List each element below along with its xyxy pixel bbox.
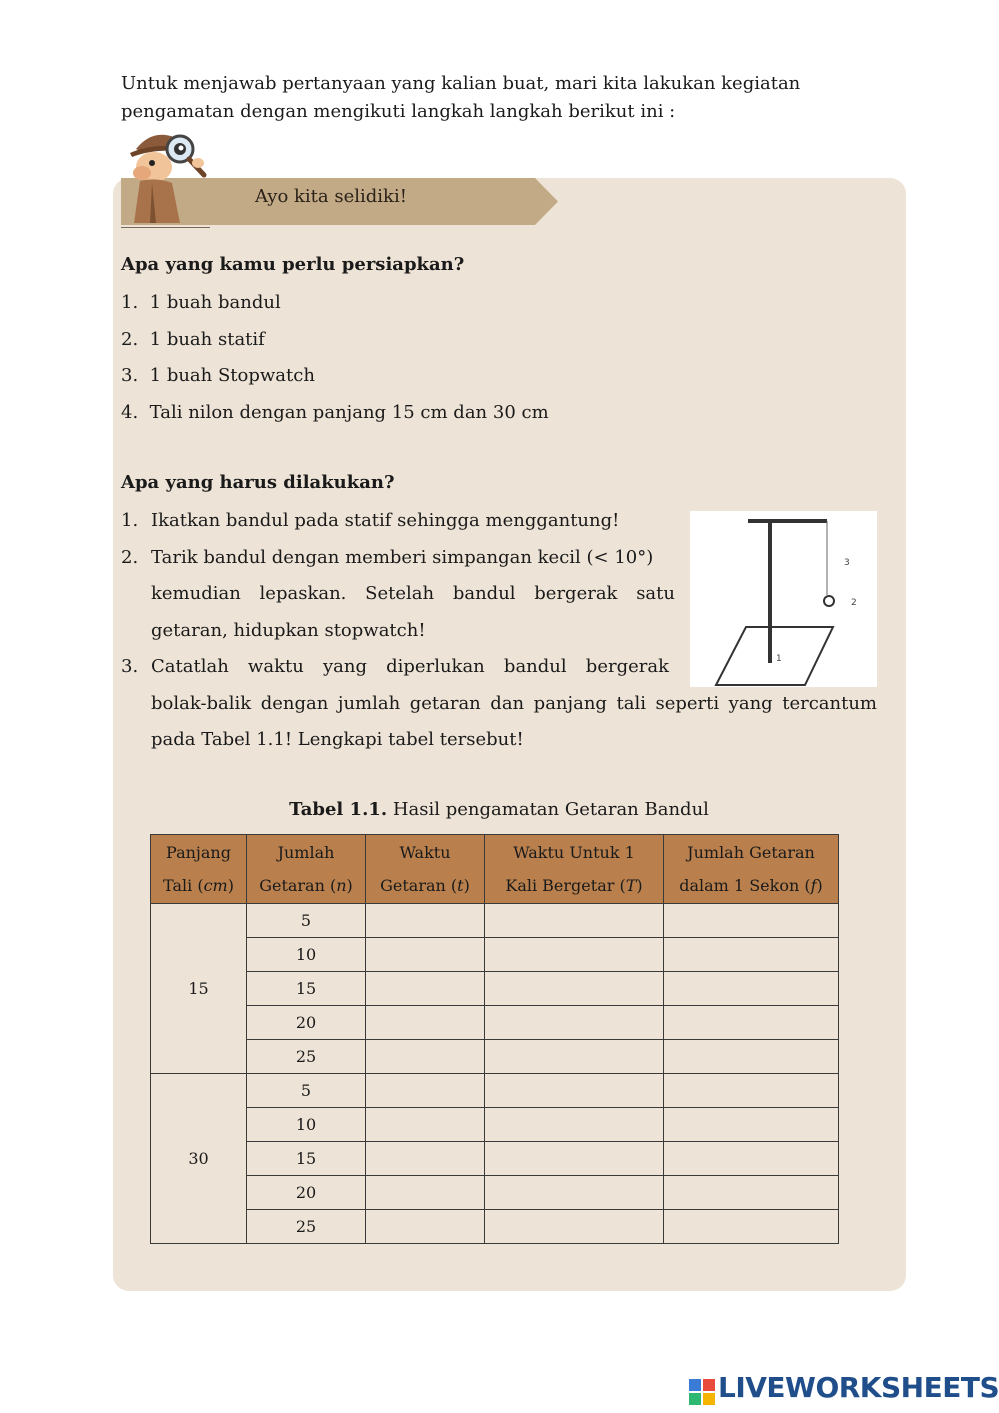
count-cell: 15	[247, 1142, 366, 1176]
pendulum-diagram	[690, 511, 877, 687]
col-header-frequency: Jumlah Getaran dalam 1 Sekon (f)	[664, 835, 839, 904]
col-header-length: Panjang Tali (cm)	[151, 835, 247, 904]
step-2: 2. Tarik bandul dengan memberi simpangan kecil (< 10°)	[121, 546, 654, 568]
period-input-cell[interactable]	[485, 904, 664, 938]
time-input-cell[interactable]	[366, 904, 485, 938]
step-2-line-3: getaran, hidupkan stopwatch!	[151, 619, 426, 641]
col-header-period: Waktu Untuk 1 Kali Bergetar (T)	[485, 835, 664, 904]
time-input-cell[interactable]	[366, 1074, 485, 1108]
frequency-input-cell[interactable]	[664, 1006, 839, 1040]
liveworksheets-logo-icon	[689, 1376, 715, 1408]
period-input-cell[interactable]	[485, 938, 664, 972]
table-row	[151, 1006, 839, 1040]
frequency-input-cell[interactable]	[664, 1142, 839, 1176]
detective-icon	[122, 127, 214, 227]
count-cell: 10	[247, 1108, 366, 1142]
count-cell: 25	[247, 1210, 366, 1244]
materials-list	[121, 290, 549, 436]
table-row	[151, 1108, 839, 1142]
steps-heading: Apa yang harus dilakukan?	[121, 472, 395, 493]
frequency-input-cell[interactable]	[664, 904, 839, 938]
step-1: 1. Ikatkan bandul pada statif sehingga menggantung!	[121, 510, 620, 531]
table-row	[151, 904, 839, 938]
col-header-time: Waktu Getaran (t)	[366, 835, 485, 904]
list-item: 2. 1 buah statif	[121, 328, 265, 350]
observation-table	[150, 834, 839, 1244]
table-header-row	[151, 835, 839, 904]
time-input-cell[interactable]	[366, 1040, 485, 1074]
period-input-cell[interactable]	[485, 1210, 664, 1244]
figure-label-3: 3	[844, 558, 850, 568]
table-row	[151, 1142, 839, 1176]
period-input-cell[interactable]	[485, 1006, 664, 1040]
banner-title: Ayo kita selidiki!	[255, 186, 407, 207]
time-input-cell[interactable]	[366, 938, 485, 972]
step-2-line-2: kemudian lepaskan. Setelah bandul bergerak satu	[151, 583, 675, 604]
count-cell: 25	[247, 1040, 366, 1074]
list-item: 1. 1 buah bandul	[121, 292, 281, 313]
step-3-line-3: pada Tabel 1.1! Lengkapi tabel tersebut!	[151, 729, 524, 750]
time-input-cell[interactable]	[366, 1108, 485, 1142]
banner-underline	[121, 227, 210, 228]
period-input-cell[interactable]	[485, 1176, 664, 1210]
count-cell: 5	[247, 1074, 366, 1108]
liveworksheets-brand: LIVEWORKSHEETS	[718, 1371, 999, 1404]
intro-line-2: pengamatan dengan mengikuti langkah langkah berikut ini :	[121, 101, 676, 122]
period-input-cell[interactable]	[485, 1074, 664, 1108]
list-item: 4. Tali nilon dengan panjang 15 cm dan 30 cm	[121, 401, 549, 423]
frequency-input-cell[interactable]	[664, 1040, 839, 1074]
frequency-input-cell[interactable]	[664, 972, 839, 1006]
period-input-cell[interactable]	[485, 1040, 664, 1074]
table-row	[151, 1210, 839, 1244]
intro-paragraph	[121, 70, 881, 126]
time-input-cell[interactable]	[366, 1176, 485, 1210]
frequency-input-cell[interactable]	[664, 1210, 839, 1244]
prepare-heading: Apa yang kamu perlu persiapkan?	[121, 254, 465, 275]
time-input-cell[interactable]	[366, 1006, 485, 1040]
count-cell: 10	[247, 938, 366, 972]
length-cell: 30	[151, 1074, 247, 1244]
period-input-cell[interactable]	[485, 1142, 664, 1176]
list-item: 3. 1 buah Stopwatch	[121, 365, 315, 386]
table-row	[151, 1074, 839, 1108]
step-3: 3. Catatlah waktu yang diperlukan bandul bergerak	[121, 656, 669, 677]
count-cell: 20	[247, 1176, 366, 1210]
table-row	[151, 972, 839, 1006]
time-input-cell[interactable]	[366, 1210, 485, 1244]
time-input-cell[interactable]	[366, 972, 485, 1006]
frequency-input-cell[interactable]	[664, 938, 839, 972]
pendulum-figure	[690, 511, 877, 687]
col-header-count: Jumlah Getaran (n)	[247, 835, 366, 904]
count-cell: 5	[247, 904, 366, 938]
time-input-cell[interactable]	[366, 1142, 485, 1176]
frequency-input-cell[interactable]	[664, 1176, 839, 1210]
table-row	[151, 1176, 839, 1210]
figure-label-2: 2	[851, 598, 857, 608]
step-3-line-2: bolak-balik dengan jumlah getaran dan panjang tali seperti yang tercantum	[151, 692, 877, 714]
frequency-input-cell[interactable]	[664, 1074, 839, 1108]
table-row	[151, 1040, 839, 1074]
frequency-input-cell[interactable]	[664, 1108, 839, 1142]
length-cell: 15	[151, 904, 247, 1074]
count-cell: 20	[247, 1006, 366, 1040]
intro-line-1: Untuk menjawab pertanyaan yang kalian buat, mari kita lakukan kegiatan	[121, 73, 801, 94]
count-cell: 15	[247, 972, 366, 1006]
period-input-cell[interactable]	[485, 972, 664, 1006]
period-input-cell[interactable]	[485, 1108, 664, 1142]
figure-label-1: 1	[776, 654, 782, 664]
table-caption: Tabel 1.1. Hasil pengamatan Getaran Bandul	[289, 799, 709, 820]
table-row	[151, 938, 839, 972]
